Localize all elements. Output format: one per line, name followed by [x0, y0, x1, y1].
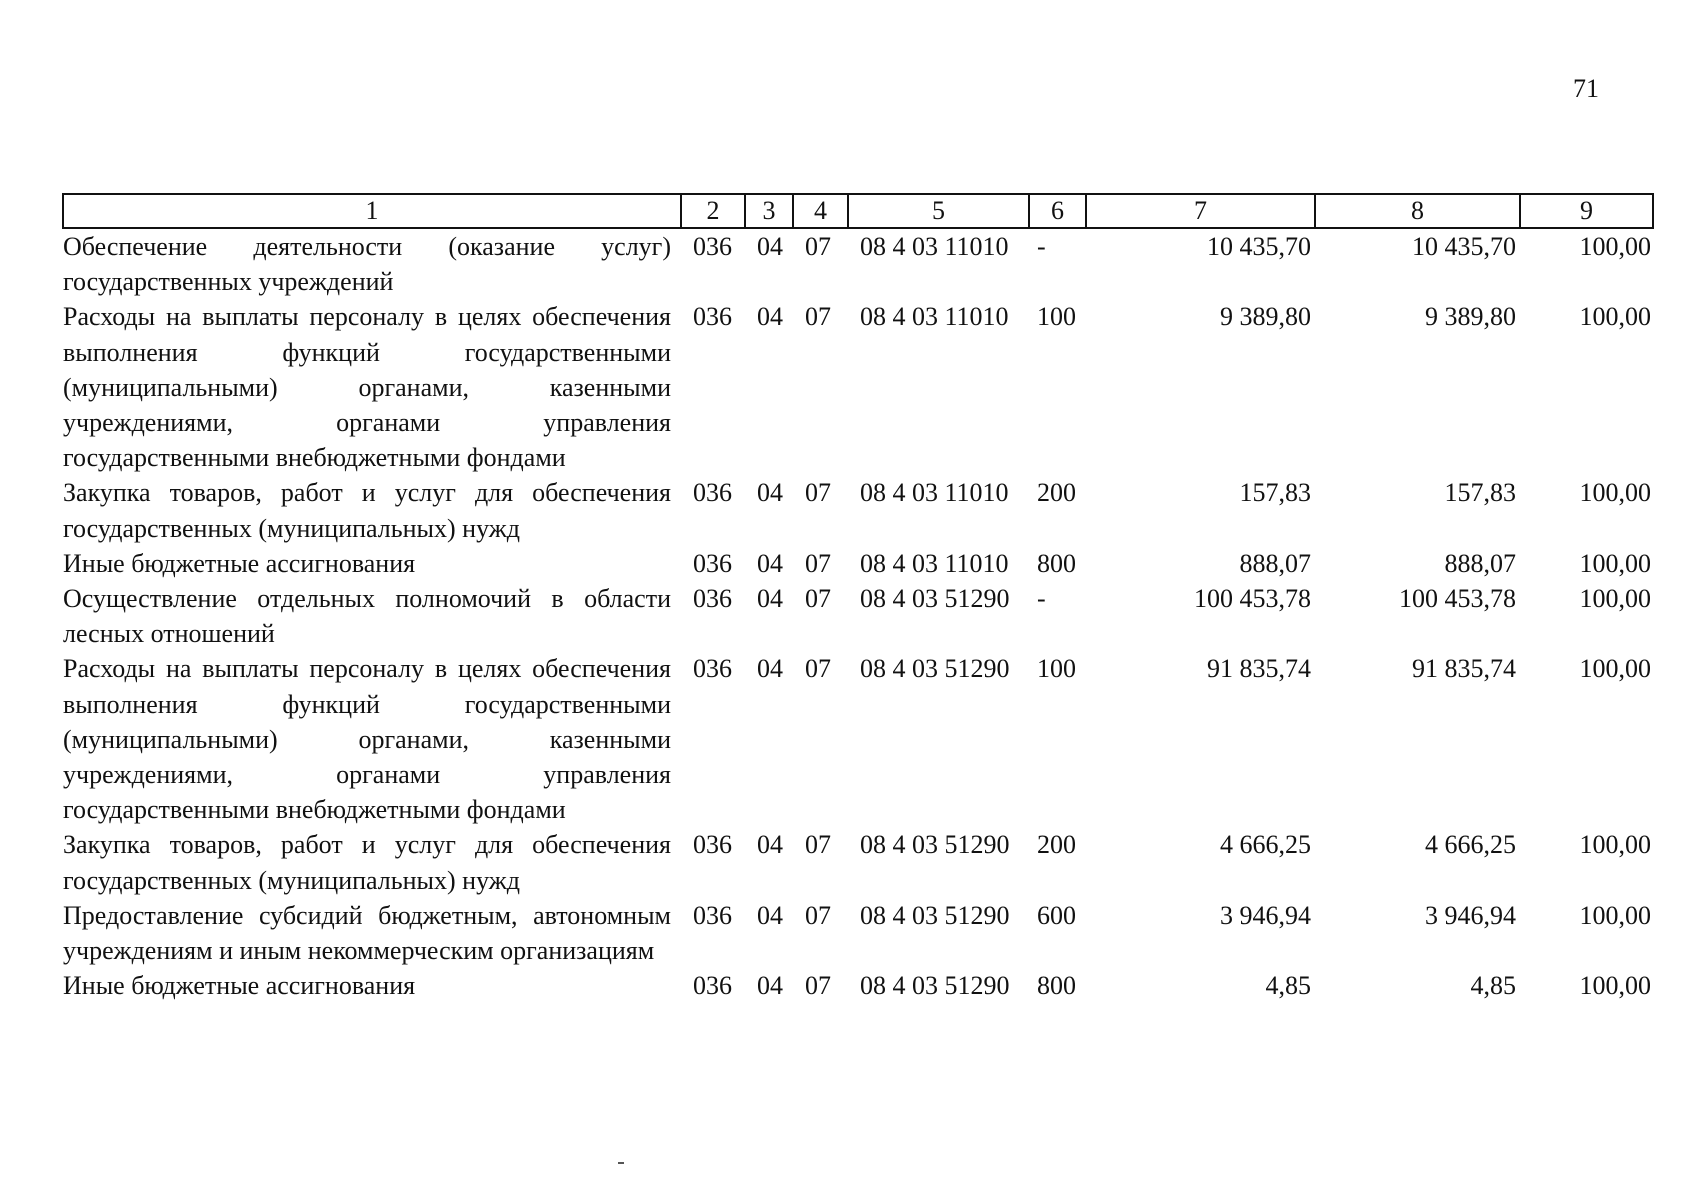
cell-executed: 10 435,70 [1412, 232, 1516, 261]
cell-target-article: 08 4 03 51290 [860, 971, 1010, 1001]
cell-target-article: 08 4 03 11010 [860, 478, 1009, 508]
cell-percent: 100,00 [1579, 548, 1651, 578]
cell-target-article: 08 4 03 11010 [860, 548, 1009, 578]
column-header: 1 [63, 194, 681, 228]
cell-executed: 4,85 [1470, 971, 1516, 1001]
cell-percent: 100,00 [1579, 302, 1651, 332]
cell-section: 04 [757, 232, 783, 261]
table-row [63, 968, 1653, 1003]
cell-admin-code: 036 [693, 971, 732, 1001]
column-header: 8 [1315, 194, 1520, 228]
cell-section: 04 [757, 971, 783, 1001]
cell-executed: 157,83 [1444, 478, 1516, 508]
cell-expense-type: 100 [1037, 654, 1076, 684]
cell-section: 04 [757, 830, 783, 860]
column-header: 5 [848, 194, 1029, 228]
cell-section: 04 [757, 900, 783, 930]
cell-name: Расходы на выплаты персоналу в целях обеспечения выполнения функций государственными (муниципальными) органами, казенными учреждениями, органами управления государственными внебюджетными фондами [63, 302, 671, 473]
table-row [63, 827, 1653, 897]
table-body [63, 228, 1653, 1003]
cell-admin-code: 036 [693, 900, 732, 930]
cell-target-article: 08 4 03 51290 [860, 900, 1010, 930]
cell-expense-type: 200 [1037, 830, 1076, 860]
cell-target-article: 08 4 03 51290 [860, 830, 1010, 860]
cell-section: 04 [757, 654, 783, 684]
table-row [63, 651, 1653, 827]
cell-admin-code: 036 [693, 584, 732, 614]
cell-planned: 100 453,78 [1194, 584, 1311, 614]
cell-percent: 100,00 [1579, 830, 1651, 860]
cell-planned: 10 435,70 [1207, 232, 1311, 261]
cell-subsection: 07 [805, 548, 831, 578]
table-row [63, 228, 1653, 299]
cell-expense-type: 800 [1037, 971, 1076, 1001]
cell-admin-code: 036 [693, 548, 732, 578]
cell-expense-type: 600 [1037, 900, 1076, 930]
cell-expense-type: 200 [1037, 478, 1076, 508]
table-row [63, 898, 1653, 968]
table-row [63, 581, 1653, 651]
cell-expense-type: - [1037, 584, 1046, 614]
cell-name: Иные бюджетные ассигнования [63, 971, 416, 1001]
page-number: 71 [1573, 74, 1599, 103]
cell-target-article: 08 4 03 11010 [860, 302, 1009, 332]
table-row [63, 475, 1653, 545]
cell-expense-type: 800 [1037, 548, 1076, 578]
column-header: 4 [793, 194, 848, 228]
cell-admin-code: 036 [693, 654, 732, 684]
cell-percent: 100,00 [1579, 900, 1651, 930]
column-header: 6 [1029, 194, 1086, 228]
cell-percent: 100,00 [1579, 654, 1651, 684]
cell-name: Предоставление субсидий бюджетным, автономным учреждениям и иным некоммерческим организациям [63, 900, 671, 966]
cell-admin-code: 036 [693, 830, 732, 860]
cell-name: Расходы на выплаты персоналу в целях обеспечения выполнения функций государственными (муниципальными) органами, казенными учреждениями, органами управления государственными внебюджетными фондами [63, 654, 671, 825]
cell-expense-type: 100 [1037, 302, 1076, 332]
cell-percent: 100,00 [1579, 478, 1651, 508]
cell-subsection: 07 [805, 830, 831, 860]
cell-subsection: 07 [805, 654, 831, 684]
table-row [63, 299, 1653, 475]
cell-name: Обеспечение деятельности (оказание услуг) государственных учреждений [63, 232, 671, 297]
cell-target-article: 08 4 03 51290 [860, 584, 1010, 614]
cell-target-article: 08 4 03 51290 [860, 654, 1010, 684]
cell-admin-code: 036 [693, 232, 732, 261]
cell-subsection: 07 [805, 900, 831, 930]
column-header: 9 [1520, 194, 1653, 228]
cell-planned: 9 389,80 [1220, 302, 1311, 332]
cell-section: 04 [757, 548, 783, 578]
cell-section: 04 [757, 584, 783, 614]
cell-planned: 157,83 [1239, 478, 1311, 508]
cell-planned: 91 835,74 [1207, 654, 1311, 684]
cell-name: Закупка товаров, работ и услуг для обеспечения государственных (муниципальных) нужд [63, 478, 671, 543]
cell-subsection: 07 [805, 971, 831, 1001]
cell-percent: 100,00 [1579, 971, 1651, 1001]
cell-subsection: 07 [805, 478, 831, 508]
cell-executed: 4 666,25 [1425, 830, 1516, 860]
cell-admin-code: 036 [693, 302, 732, 332]
cell-name: Иные бюджетные ассигнования [63, 548, 416, 578]
budget-table [62, 193, 1654, 1003]
cell-target-article: 08 4 03 11010 [860, 232, 1009, 261]
cell-section: 04 [757, 302, 783, 332]
cell-admin-code: 036 [693, 478, 732, 508]
table-header [63, 194, 1653, 228]
column-header: 3 [745, 194, 793, 228]
cell-executed: 9 389,80 [1425, 302, 1516, 332]
cell-subsection: 07 [805, 302, 831, 332]
cell-percent: 100,00 [1579, 232, 1651, 261]
table-row [63, 546, 1653, 581]
cell-subsection: 07 [805, 584, 831, 614]
cell-executed: 888,07 [1444, 548, 1516, 578]
stray-mark [618, 1162, 624, 1164]
column-header: 7 [1086, 194, 1315, 228]
cell-subsection: 07 [805, 232, 831, 261]
column-header: 2 [681, 194, 745, 228]
header-row [63, 194, 1653, 228]
cell-executed: 91 835,74 [1412, 654, 1516, 684]
cell-percent: 100,00 [1579, 584, 1651, 614]
cell-executed: 3 946,94 [1425, 900, 1516, 930]
cell-expense-type: - [1037, 232, 1046, 261]
cell-name: Закупка товаров, работ и услуг для обеспечения государственных (муниципальных) нужд [63, 830, 671, 895]
cell-section: 04 [757, 478, 783, 508]
cell-planned: 3 946,94 [1220, 900, 1311, 930]
cell-planned: 4 666,25 [1220, 830, 1311, 860]
cell-planned: 888,07 [1239, 548, 1311, 578]
cell-planned: 4,85 [1265, 971, 1311, 1001]
cell-name: Осуществление отдельных полномочий в области лесных отношений [63, 584, 671, 649]
cell-executed: 100 453,78 [1399, 584, 1516, 614]
